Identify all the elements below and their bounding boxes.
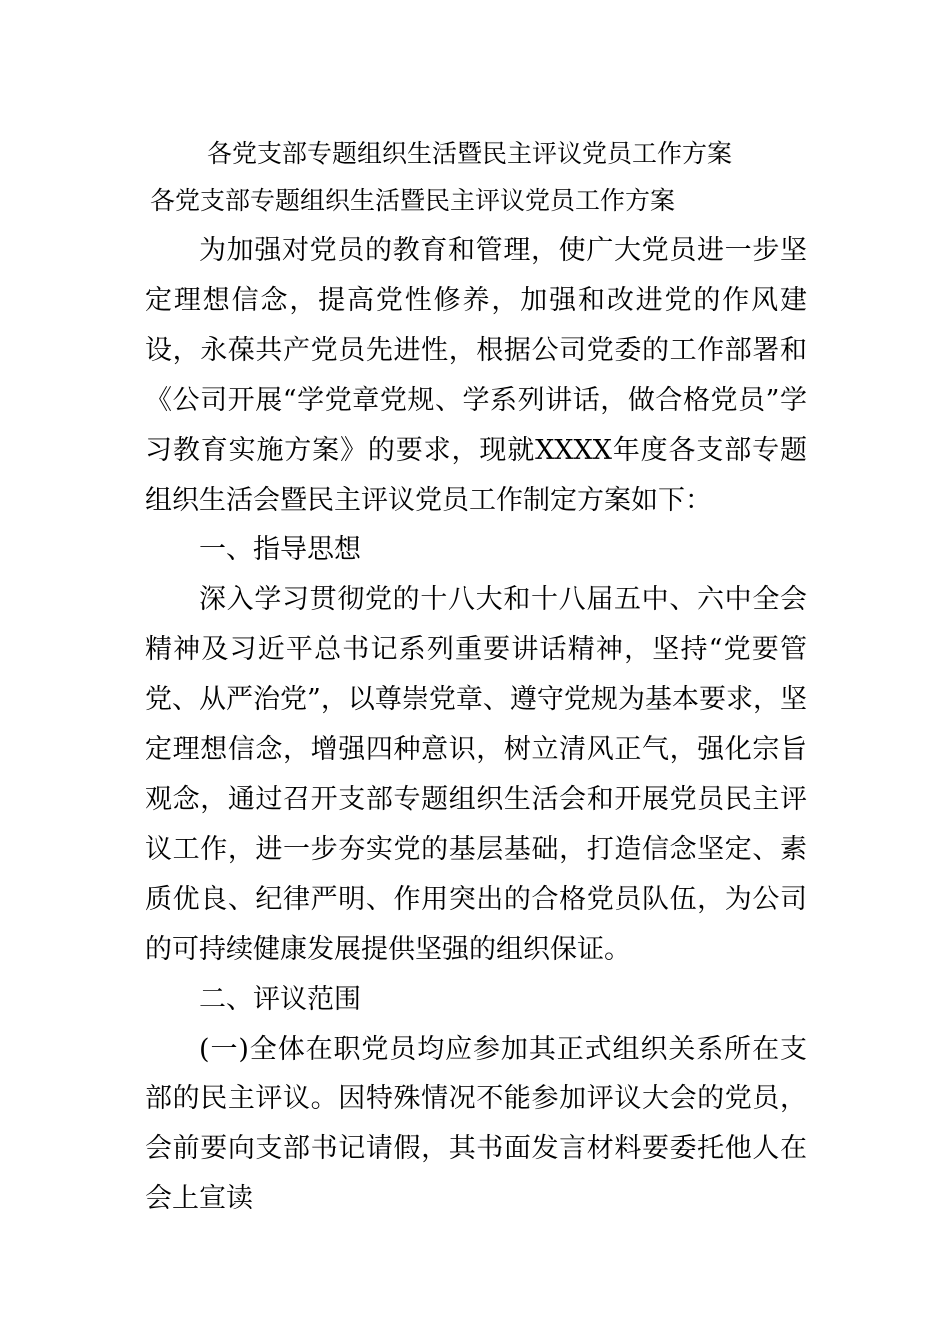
section-heading-guiding-ideology: 一、指导思想 (199, 534, 361, 566)
section-heading-review-scope: 二、评议范围 (199, 983, 361, 1015)
section-paragraph-review-scope: (一)全体在职党员均应参加其正式组织关系所在支部的民主评议。因特殊情况不能参加评议大会的党员，会前要向支部书记请假，其书面发言材料要委托他人在会上宣读 (145, 1033, 807, 1215)
document-body (145, 226, 807, 1224)
document-title: 各党支部专题组织生活暨民主评议党员工作方案 (207, 139, 733, 168)
section-paragraph-guiding-ideology: 深入学习贯彻党的十八大和十八届五中、六中全会精神及习近平总书记系列重要讲话精神，坚持“党要管党、从严治党”，以尊崇党章、遵守党规为基本要求，坚定理想信念，增强四种意识，树立清风正气，强化宗旨观念，通过召开支部专题组织生活会和开展党员民主评议工作，进一步夯实党的基层基础，打造信念坚定、素质优良、纪律严明、作用突出的合格党员队伍，为公司的可持续健康发展提供坚强的组织保证。 (145, 584, 807, 965)
document-subtitle: 各党支部专题组织生活暨民主评议党员工作方案 (150, 186, 676, 215)
intro-paragraph: 为加强对党员的教育和管理，使广大党员进一步坚定理想信念，提高党性修养，加强和改进党的作风建设，永葆共产党员先进性，根据公司党委的工作部署和《公司开展“学党章党规、学系列讲话，做合格党员”学习教育实施方案》的要求，现就XXXX年度各支部专题组织生活会暨民主评议党员工作制定方案如下： (145, 235, 807, 516)
